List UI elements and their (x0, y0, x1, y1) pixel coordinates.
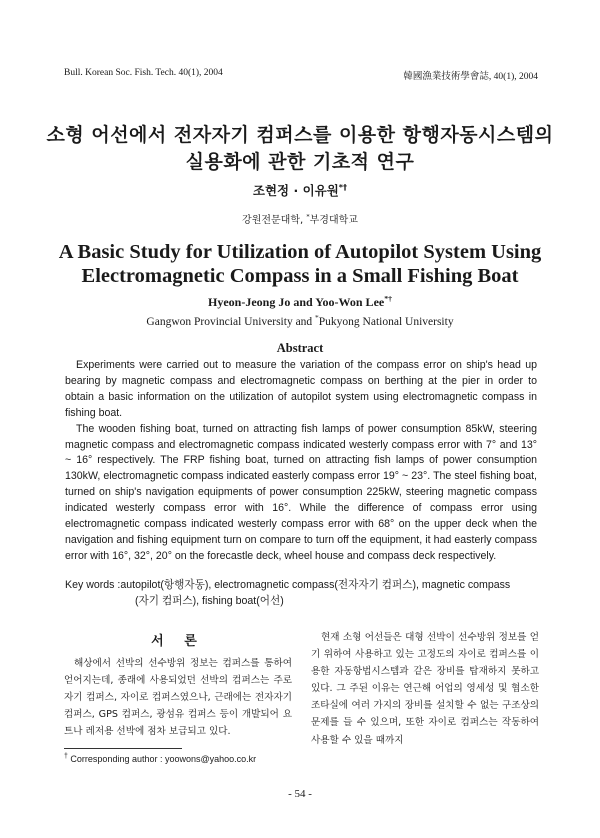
keywords-label: Key words : (65, 579, 121, 591)
korean-author-mark: *† (338, 181, 348, 192)
english-affil-mark: * (315, 313, 319, 322)
english-author-names: Hyeon-Jeong Jo and Yoo-Won Lee (207, 295, 385, 309)
english-author-mark: *† (384, 294, 393, 303)
footnote-rule (64, 748, 182, 749)
english-title (0, 240, 600, 288)
english-affiliation (0, 313, 600, 328)
abstract-paragraph-1: Experiments were carried out to measure the variation of the compass error on ship's head up bearing by magnetic compass and electromagnetic compass on berthing at the pier in order to obtain a basic information on the utilization of autopilot system using electromagnetic compass in fishing boat. (65, 359, 537, 419)
korean-title-line1: 소형 어선에서 전자자기 컴퍼스를 이용한 항행자동시스템의 (46, 124, 554, 146)
korean-title (0, 122, 600, 176)
english-authors (0, 294, 600, 310)
english-title-line2: Electromagnetic Compass in a Small Fishing Boat (81, 265, 519, 287)
keywords-line2: (자기 컴퍼스), fishing boat(어선) (135, 595, 284, 607)
body-left-paragraph: 해상에서 선박의 선수방위 정보는 컴퍼스를 통하여 얻어지는데, 종래에 사용되었던 선박의 컴퍼스는 주로 자기 컴퍼스, 자이로 컴퍼스였으나, 근래에는 전자자기 컴퍼스, GPS 컴퍼스, 광섬유 컴퍼스 등이 개발되어 요트나 레저용 선박에 점차 보급되고 있다. (64, 658, 292, 738)
abstract-heading: Abstract (276, 341, 324, 355)
footnote-text: Corresponding author : yoowons@yahoo.co.kr (70, 754, 257, 764)
korean-affil-mark: * (306, 212, 310, 221)
keywords-line1: autopilot(항행자동), electromagnetic compass(전자자기 컴퍼스), magnetic compass (120, 579, 511, 591)
english-affil-2: Pukyong National University (318, 315, 454, 328)
korean-authors (0, 181, 600, 199)
keywords (65, 577, 541, 609)
body-right-paragraph: 현재 소형 어선들은 대형 선박이 선수방위 정보를 얻기 위하여 사용하고 있는 고정도의 자이로 컴퍼스를 이용한 자동항법시스템과 같은 장비를 탑재하지 못하고 있다. 그 주된 이유는 연근해 어업의 영세성 및 협소한 조타실에 여러 가지의 장비를 설치할 수 없는 구조상의 문제를 들 수 있으며, 또한 자이로 컴퍼스는 작동하여 사용할 수 있을 때까지 (311, 632, 539, 746)
korean-affiliation (0, 211, 600, 226)
journal-header-left: Bull. Korean Soc. Fish. Tech. 40(1), 2004 (64, 68, 223, 78)
body-column-right (311, 629, 539, 749)
korean-affil-1: 강원전문대학, (242, 215, 307, 226)
abstract-paragraph-2: The wooden fishing boat, turned on attracting fish lamps of power consumption 85kW, steering magnetic compass and electromagnetic compass indicated westerly compass error with 7° and 13° ~ 16° respectively. The FRP fishing boat, turned on attracting fish lamps of power consumption 130kW, electromagnetic compass indicated easterly compass error 19° ~ 23°. The steel fishing boat, turned on ship's navigation equipments of power consumption 225kW, steering magnetic compass indicated westerly compass error with 16°. While the difference of compass error using electromagnetic compass indicated westerly compass error with 68° on the upper deck when the navigation and fishing equipment turn on compare to turn off the equipment, it had easterly compass error with 16°, 32°, 20° on the forecastle deck, wheel house and compass deck respectively. (65, 422, 537, 562)
korean-title-line2: 실용화에 관한 기초적 연구 (185, 151, 415, 173)
english-title-line1: A Basic Study for Utilization of Autopilot System Using (58, 241, 542, 263)
english-affil-1: Gangwon Provincial University and (146, 315, 316, 328)
footnote-mark: † (64, 753, 68, 760)
body-column-left (64, 655, 292, 740)
journal-header-right: 韓國漁業技術學會誌, 40(1), 2004 (403, 72, 538, 82)
korean-affil-2: 부경대학교 (309, 215, 358, 226)
abstract-body (65, 358, 537, 565)
korean-author-names: 조현정 · 이유원 (252, 183, 339, 198)
section-title-introduction: 서 론 (151, 634, 205, 649)
page-number: - 54 - (288, 788, 312, 800)
footnote (64, 753, 256, 764)
